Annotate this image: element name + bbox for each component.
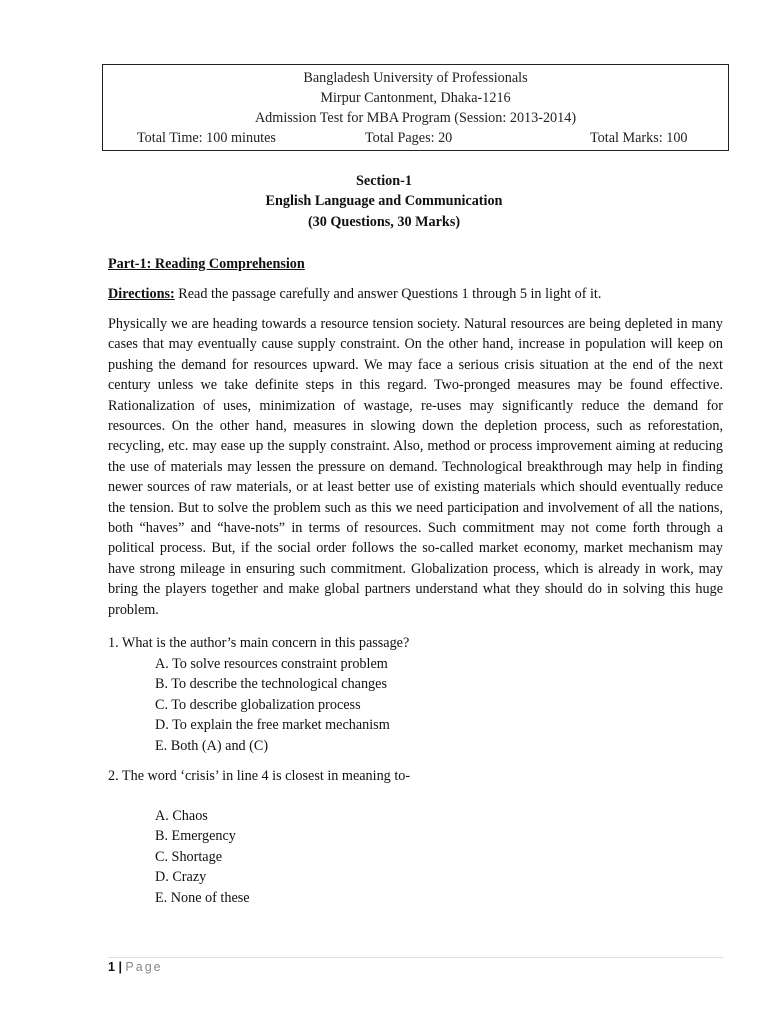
page-footer <box>108 957 163 977</box>
reading-passage: Physically we are heading towards a resource tension society. Natural resources are being depleted in many cases that may eventually cause supply constraint. On the other hand, increase in population will keep on pushing the demand for resources upward. We may face a serious crisis situation at the end of the next century unless we take definite steps in this regard. Two-pronged measures may be found effective. Rationalization of uses, minimization of wastage, re-uses may significantly reduce the demand for resources. On the other hand, measures in slowing down the depletion process, such as reforestation, recycling, etc. may ease up the supply constraint. Also, method or process improvement aiming at reducing the use of materials may lessen the pressure on demand. Technological breakthrough may help in finding newer sources of raw materials, or at least better use of existing materials which should eventually reduce the tension. But to solve the problem such as this we need participation and involvement of all the nations, both “haves” and “have-nots” in terms of resources. Such commitment may not come forth through a political process. But, if the social order follows the so-called market economy, market mechanism may have strong mileage in ensuring such commitment. Globalization process, which is already in work, may bring the players together and make global partners understand what they should do in solving this huge problem. <box>108 316 723 618</box>
option: D. Crazy <box>155 869 207 886</box>
option: A. To solve resources constraint problem <box>155 656 388 672</box>
footer-separator: | <box>118 960 122 974</box>
option: A. Chaos <box>155 808 208 824</box>
total-pages: Total Pages: 20 <box>365 130 453 146</box>
question-1-options <box>155 654 390 756</box>
option: D. To explain the free market mechanism <box>155 717 390 734</box>
page-label: Page <box>125 960 163 974</box>
option: C. To describe globalization process <box>155 696 361 713</box>
footer-divider <box>108 957 723 958</box>
university-name: Bangladesh University of Professionals <box>303 70 528 86</box>
total-marks: Total Marks: 100 <box>590 130 688 146</box>
section-number: Section-1 <box>356 173 412 189</box>
part-title: Part-1: Reading Comprehension <box>108 256 305 272</box>
directions-label: Directions: <box>108 286 175 302</box>
directions <box>108 284 601 304</box>
page-number: 1 <box>108 960 115 974</box>
option: B. Emergency <box>155 828 236 845</box>
exam-title: Admission Test for MBA Program (Session: 2013-2014) <box>254 110 577 126</box>
section-title: English Language and Communication <box>265 193 503 209</box>
question-2-options <box>155 806 250 908</box>
total-time: Total Time: 100 minutes <box>137 130 276 146</box>
exam-header-box <box>102 64 729 151</box>
option: E. Both (A) and (C) <box>155 737 269 754</box>
section-info: (30 Questions, 30 Marks) <box>307 214 461 230</box>
question-2: 2. The word ‘crisis’ in line 4 is closest in meaning to- <box>108 768 411 784</box>
university-address: Mirpur Cantonment, Dhaka-1216 <box>320 90 511 106</box>
option: E. None of these <box>155 889 250 906</box>
directions-text: Read the passage carefully and answer Questions 1 through 5 in light of it. <box>174 286 602 302</box>
option: B. To describe the technological changes <box>155 676 387 693</box>
question-1: 1. What is the author’s main concern in this passage? <box>108 635 410 651</box>
option: C. Shortage <box>155 848 222 865</box>
